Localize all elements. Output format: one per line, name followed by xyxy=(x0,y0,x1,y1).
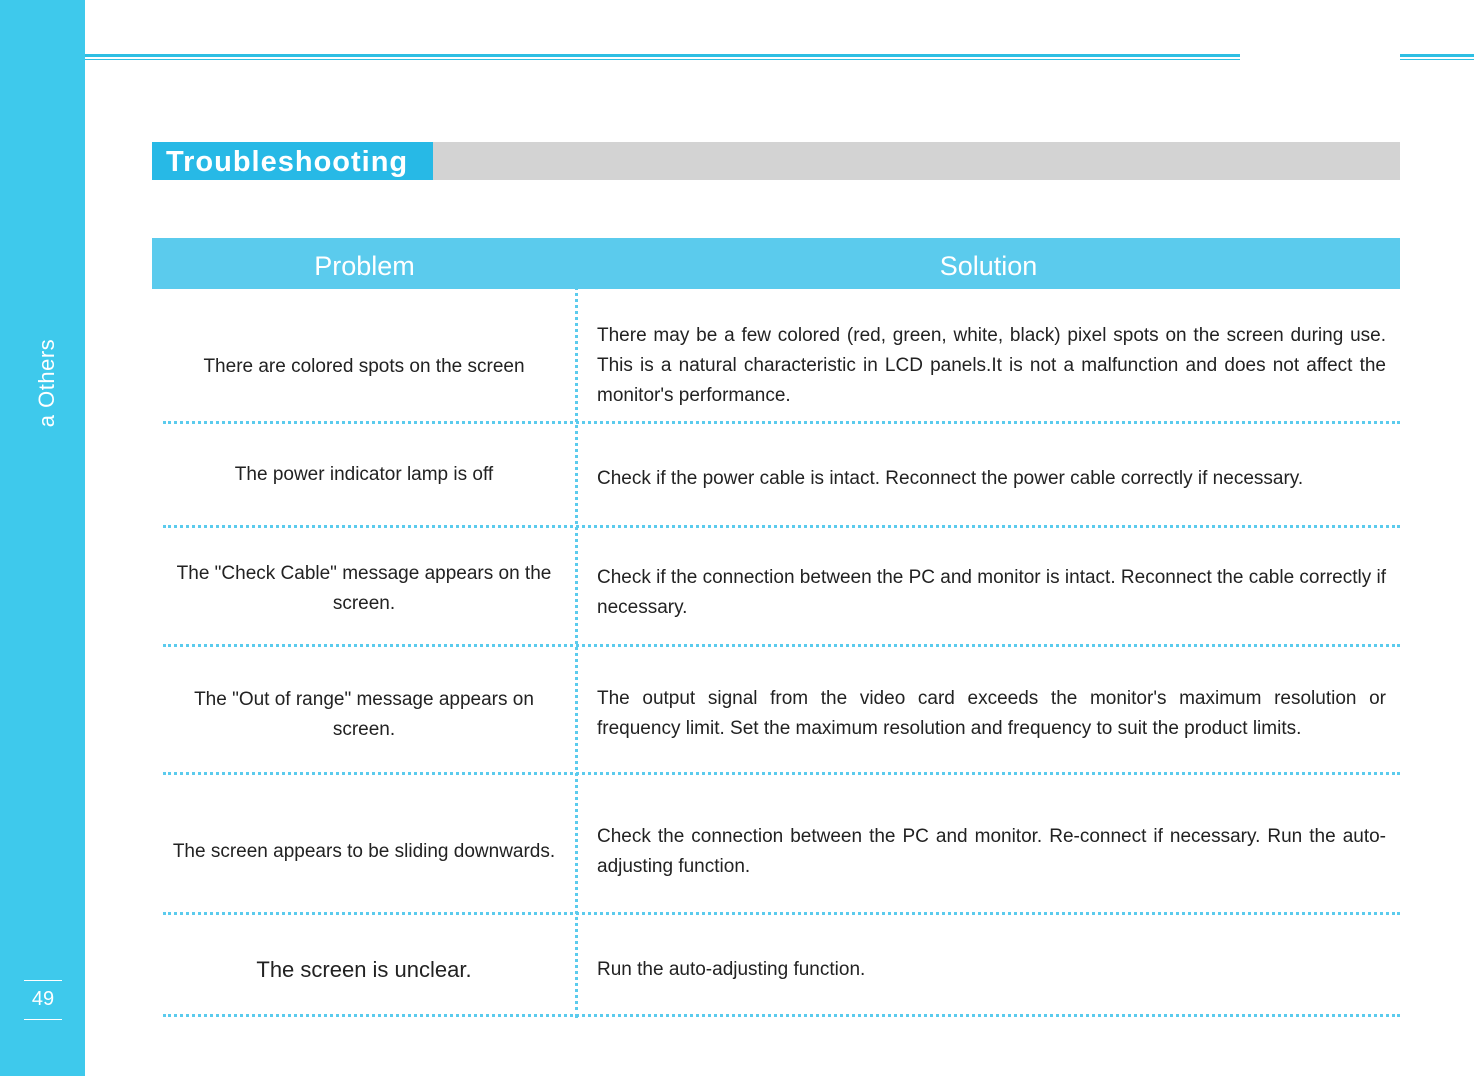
problem-cell-6: The screen is unclear. xyxy=(256,957,472,982)
page-number-rule-bottom xyxy=(24,1019,62,1020)
top-rule-right-thin xyxy=(1400,59,1474,60)
row-divider-3 xyxy=(163,644,1400,647)
top-rule-left xyxy=(85,54,1240,57)
problem-cell-1: There are colored spots on the screen xyxy=(203,356,525,377)
top-rule-right xyxy=(1400,54,1474,57)
sidebar xyxy=(0,0,85,1076)
row-divider-5 xyxy=(163,912,1400,915)
section-label: a Others xyxy=(34,338,59,428)
page-number: 49 xyxy=(31,988,55,1010)
solution-cell-4: The output signal from the video card exceeds the monitor's maximum resolution or frequency limit. Set the maximum resolution and frequency to suit the product limits. xyxy=(597,688,1386,739)
solution-cell-2: Check if the power cable is intact. Reconnect the power cable correctly if necessary. xyxy=(597,468,1304,489)
problem-cell-2: The power indicator lamp is off xyxy=(234,464,494,485)
column-header-problem: Problem xyxy=(314,251,415,281)
solution-cell-6: Run the auto-adjusting function. xyxy=(597,959,866,980)
problem-cell-5: The screen appears to be sliding downwards. xyxy=(172,841,556,862)
top-rule-left-thin xyxy=(85,59,1240,60)
column-divider xyxy=(575,238,578,1018)
row-divider-6 xyxy=(163,1014,1400,1017)
row-divider-2 xyxy=(163,525,1400,528)
problem-cell-3: The "Check Cable" message appears on the screen. xyxy=(176,563,552,614)
row-divider-1 xyxy=(163,421,1400,424)
row-divider-4 xyxy=(163,772,1400,775)
table-header xyxy=(152,238,1400,289)
column-header-solution: Solution xyxy=(939,251,1038,281)
solution-cell-5: Check the connection between the PC and monitor. Re-connect if necessary. Run the auto-adjusting function. xyxy=(597,826,1386,877)
title-bar xyxy=(152,142,1400,180)
solution-cell-3: Check if the connection between the PC and monitor is intact. Reconnect the cable correctly if necessary. xyxy=(597,567,1386,618)
page-number-rule-top xyxy=(24,980,62,981)
problem-cell-4: The "Out of range" message appears on screen. xyxy=(194,689,534,740)
solution-cell-1: There may be a few colored (red, green, white, black) pixel spots on the screen during use. This is a natural characteristic in LCD panels.It is not a malfunction and does not affect the monitor's performance. xyxy=(597,325,1386,406)
page-title: Troubleshooting xyxy=(152,142,433,180)
